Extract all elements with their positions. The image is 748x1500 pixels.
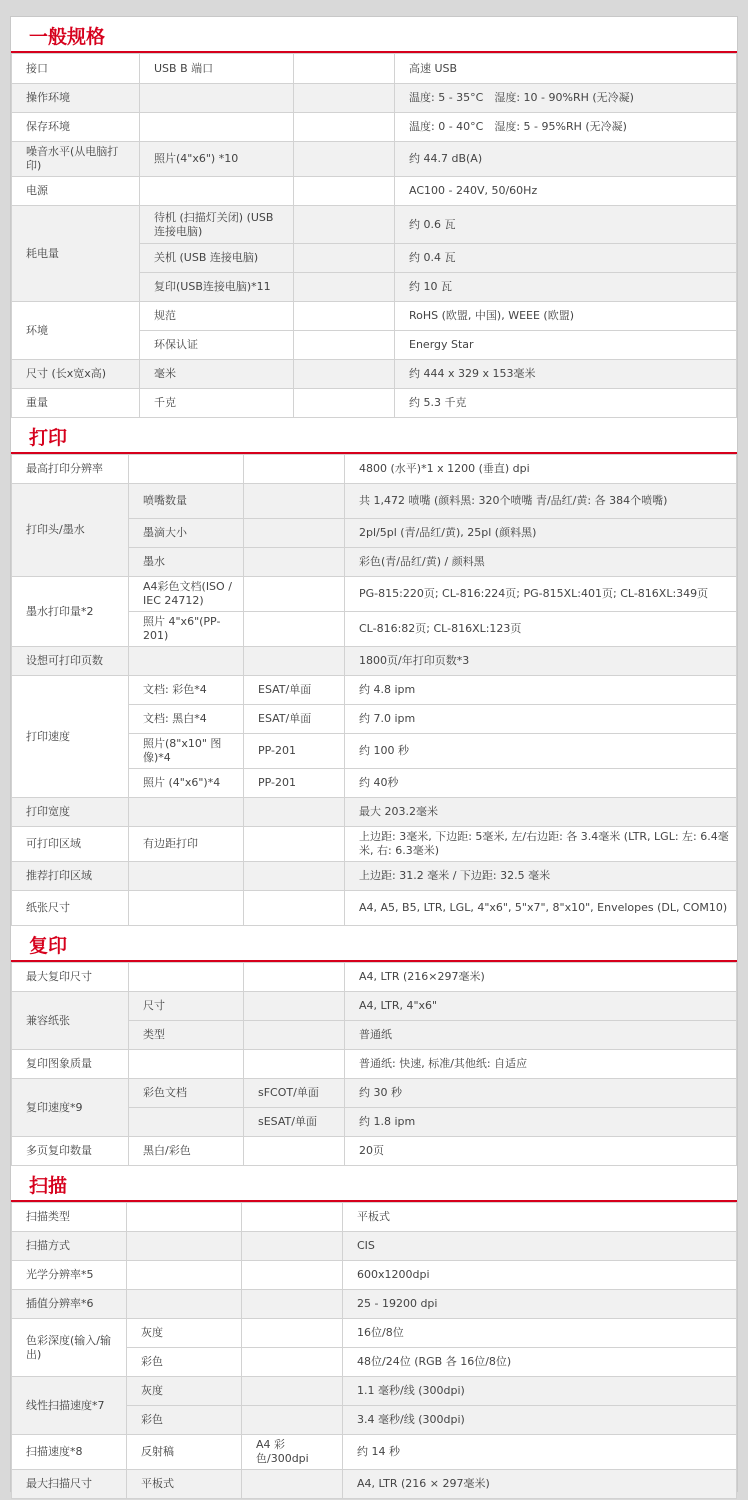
row-cond [244, 992, 345, 1021]
row-value: 约 1.8 ipm [345, 1108, 737, 1137]
row-label: 多页复印数量 [12, 1137, 129, 1166]
row-value: 20页 [345, 1137, 737, 1166]
row-cond: A4 彩色/300dpi [242, 1435, 343, 1470]
row-cond [294, 302, 395, 331]
row-sub: 喷嘴数量 [129, 484, 244, 519]
row-label: 光学分辨率*5 [12, 1261, 127, 1290]
row-label: 复印图象质量 [12, 1050, 129, 1079]
row-label: 复印速度*9 [12, 1079, 129, 1137]
row-label: 插值分辨率*6 [12, 1290, 127, 1319]
row-value: 约 14 秒 [343, 1435, 737, 1470]
row-sub [127, 1290, 242, 1319]
row-sub: 待机 (扫描灯关闭) (USB 连接电脑) [140, 206, 294, 244]
table-row [12, 862, 737, 891]
row-cond [294, 273, 395, 302]
row-sub: 规范 [140, 302, 294, 331]
row-cond [242, 1290, 343, 1319]
row-cond [294, 360, 395, 389]
row-label: 操作环境 [12, 84, 140, 113]
row-cond [244, 455, 345, 484]
table-row [12, 963, 737, 992]
row-value: A4, A5, B5, LTR, LGL, 4"x6", 5"x7", 8"x10", Envelopes (DL, COM10) [345, 891, 737, 926]
row-value: 约 30 秒 [345, 1079, 737, 1108]
row-label: 墨水打印量*2 [12, 577, 129, 647]
table-row [12, 1435, 737, 1470]
row-sub: 照片 4"x6"(PP-201) [129, 612, 244, 647]
row-cond [244, 1050, 345, 1079]
table-row [12, 360, 737, 389]
row-sub [127, 1203, 242, 1232]
row-label: 推荐打印区域 [12, 862, 129, 891]
table-row [12, 891, 737, 926]
row-cond: ESAT/单面 [244, 676, 345, 705]
row-sub [127, 1232, 242, 1261]
table-row [12, 1261, 737, 1290]
row-value: 3.4 毫秒/线 (300dpi) [343, 1406, 737, 1435]
row-label: 环境 [12, 302, 140, 360]
row-cond: sFCOT/单面 [244, 1079, 345, 1108]
row-value: 温度: 5 - 35°C 湿度: 10 - 90%RH (无冷凝) [395, 84, 737, 113]
row-value: 4800 (水平)*1 x 1200 (垂直) dpi [345, 455, 737, 484]
row-value: 共 1,472 喷嘴 (颜料黑: 320个喷嘴 青/品红/黄: 各 384个喷嘴) [345, 484, 737, 519]
row-value: CL-816:82页; CL-816XL:123页 [345, 612, 737, 647]
row-sub: 文档: 彩色*4 [129, 676, 244, 705]
row-value: 16位/8位 [343, 1319, 737, 1348]
row-sub [129, 798, 244, 827]
row-cond [244, 548, 345, 577]
row-sub: 照片(8"x10" 图像)*4 [129, 734, 244, 769]
table-row [12, 389, 737, 418]
row-label: 噪音水平(从电脑打印) [12, 142, 140, 177]
row-cond [244, 862, 345, 891]
table-row [12, 1137, 737, 1166]
row-value: A4, LTR (216×297毫米) [345, 963, 737, 992]
table-row [12, 206, 737, 244]
row-sub [140, 177, 294, 206]
row-cond [294, 113, 395, 142]
row-sub: 环保认证 [140, 331, 294, 360]
row-sub: 复印(USB连接电脑)*11 [140, 273, 294, 302]
row-value: 约 7.0 ipm [345, 705, 737, 734]
table-row [12, 1470, 737, 1499]
row-sub: 墨滴大小 [129, 519, 244, 548]
row-label: 扫描速度*8 [12, 1435, 127, 1470]
row-value: 温度: 0 - 40°C 湿度: 5 - 95%RH (无冷凝) [395, 113, 737, 142]
row-cond [294, 84, 395, 113]
table-row [12, 798, 737, 827]
row-label: 最大扫描尺寸 [12, 1470, 127, 1499]
row-sub: 反射稿 [127, 1435, 242, 1470]
row-cond: ESAT/单面 [244, 705, 345, 734]
row-cond [242, 1261, 343, 1290]
row-sub [129, 455, 244, 484]
table-row [12, 577, 737, 612]
row-sub [127, 1261, 242, 1290]
row-label: 兼容纸张 [12, 992, 129, 1050]
row-cond [244, 891, 345, 926]
table-row [12, 142, 737, 177]
row-sub: 黑白/彩色 [129, 1137, 244, 1166]
table-row [12, 484, 737, 519]
row-sub: 平板式 [127, 1470, 242, 1499]
row-label: 最大复印尺寸 [12, 963, 129, 992]
row-cond [242, 1348, 343, 1377]
row-cond [244, 519, 345, 548]
row-cond [244, 647, 345, 676]
row-value: 高速 USB [395, 54, 737, 84]
row-cond [244, 577, 345, 612]
table-row [12, 992, 737, 1021]
row-value: A4, LTR (216 × 297毫米) [343, 1470, 737, 1499]
table-row [12, 54, 737, 84]
row-value: 约 0.4 瓦 [395, 244, 737, 273]
section-title-copy: 复印 [11, 926, 737, 962]
row-value: CIS [343, 1232, 737, 1261]
row-sub: 彩色 [127, 1348, 242, 1377]
row-cond [242, 1319, 343, 1348]
row-value: 约 0.6 瓦 [395, 206, 737, 244]
table-row [12, 113, 737, 142]
row-sub [140, 84, 294, 113]
row-value: 约 4.8 ipm [345, 676, 737, 705]
row-cond [244, 484, 345, 519]
row-cond [242, 1203, 343, 1232]
table-row [12, 647, 737, 676]
row-value: A4, LTR, 4"x6" [345, 992, 737, 1021]
table-row [12, 1290, 737, 1319]
row-label: 纸张尺寸 [12, 891, 129, 926]
copy-spec-table [11, 962, 737, 1166]
spec-page [10, 16, 738, 1492]
row-cond [244, 798, 345, 827]
row-cond [244, 1021, 345, 1050]
section-title-print: 打印 [11, 418, 737, 454]
row-sub [129, 1108, 244, 1137]
section-title-scan: 扫描 [11, 1166, 737, 1202]
row-sub: 千克 [140, 389, 294, 418]
row-cond [294, 54, 395, 84]
table-row [12, 1203, 737, 1232]
row-sub: 照片 (4"x6")*4 [129, 769, 244, 798]
row-label: 扫描方式 [12, 1232, 127, 1261]
row-sub: 类型 [129, 1021, 244, 1050]
table-row [12, 1079, 737, 1108]
row-cond [244, 612, 345, 647]
row-sub: 文档: 黑白*4 [129, 705, 244, 734]
row-value: 平板式 [343, 1203, 737, 1232]
row-sub: A4彩色文档(ISO / IEC 24712) [129, 577, 244, 612]
table-row [12, 177, 737, 206]
row-cond [242, 1470, 343, 1499]
row-sub: 尺寸 [129, 992, 244, 1021]
table-row [12, 676, 737, 705]
row-value: 约 100 秒 [345, 734, 737, 769]
row-value: 上边距: 31.2 毫米 / 下边距: 32.5 毫米 [345, 862, 737, 891]
row-cond [294, 142, 395, 177]
table-row [12, 1050, 737, 1079]
row-label: 重量 [12, 389, 140, 418]
scan-spec-table [11, 1202, 737, 1499]
row-cond [294, 244, 395, 273]
row-label: 打印速度 [12, 676, 129, 798]
row-sub: 彩色文档 [129, 1079, 244, 1108]
row-cond [294, 206, 395, 244]
row-cond: sESAT/单面 [244, 1108, 345, 1137]
row-cond [294, 331, 395, 360]
section-title-general: 一般规格 [11, 17, 737, 53]
row-value: 约 444 x 329 x 153毫米 [395, 360, 737, 389]
row-value: 约 40秒 [345, 769, 737, 798]
row-sub: 墨水 [129, 548, 244, 577]
row-value: 1800页/年打印页数*3 [345, 647, 737, 676]
row-value: 上边距: 3毫米, 下边距: 5毫米, 左/右边距: 各 3.4毫米 (LTR, LGL: 左: 6.4毫米, 右: 6.3毫米) [345, 827, 737, 862]
row-sub [129, 862, 244, 891]
row-value: 最大 203.2毫米 [345, 798, 737, 827]
row-cond [294, 177, 395, 206]
row-sub [129, 891, 244, 926]
row-value: 25 - 19200 dpi [343, 1290, 737, 1319]
row-cond [242, 1232, 343, 1261]
table-row [12, 84, 737, 113]
row-label: 最高打印分辨率 [12, 455, 129, 484]
row-label: 耗电量 [12, 206, 140, 302]
row-label: 可打印区域 [12, 827, 129, 862]
row-cond: PP-201 [244, 734, 345, 769]
row-sub: 灰度 [127, 1377, 242, 1406]
row-value: RoHS (欧盟, 中国), WEEE (欧盟) [395, 302, 737, 331]
row-value: PG-815:220页; CL-816:224页; PG-815XL:401页; CL-816XL:349页 [345, 577, 737, 612]
row-sub [140, 113, 294, 142]
row-value: 约 5.3 千克 [395, 389, 737, 418]
table-row [12, 827, 737, 862]
row-sub: 灰度 [127, 1319, 242, 1348]
table-row [12, 1232, 737, 1261]
row-value: 约 10 瓦 [395, 273, 737, 302]
row-label: 尺寸 (长x宽x高) [12, 360, 140, 389]
row-label: 接口 [12, 54, 140, 84]
row-cond [294, 389, 395, 418]
row-value: 普通纸: 快速, 标准/其他纸: 自适应 [345, 1050, 737, 1079]
row-value: 2pl/5pl (青/品红/黄), 25pl (颜料黑) [345, 519, 737, 548]
row-value: 约 44.7 dB(A) [395, 142, 737, 177]
table-row [12, 302, 737, 331]
row-label: 打印头/墨水 [12, 484, 129, 577]
row-value: 普通纸 [345, 1021, 737, 1050]
row-sub: 照片(4"x6") *10 [140, 142, 294, 177]
row-value: 600x1200dpi [343, 1261, 737, 1290]
row-sub [129, 963, 244, 992]
row-sub: 彩色 [127, 1406, 242, 1435]
row-label: 打印宽度 [12, 798, 129, 827]
row-sub: USB B 端口 [140, 54, 294, 84]
table-row [12, 1377, 737, 1406]
row-sub [129, 647, 244, 676]
row-cond [242, 1377, 343, 1406]
general-spec-table [11, 53, 737, 418]
row-cond [242, 1406, 343, 1435]
row-cond [244, 827, 345, 862]
table-row [12, 455, 737, 484]
row-sub [129, 1050, 244, 1079]
row-value: 1.1 毫秒/线 (300dpi) [343, 1377, 737, 1406]
row-value: 48位/24位 (RGB 各 16位/8位) [343, 1348, 737, 1377]
row-value: Energy Star [395, 331, 737, 360]
print-spec-table [11, 454, 737, 926]
row-value: 彩色(青/品红/黄) / 颜料黑 [345, 548, 737, 577]
row-label: 设想可打印页数 [12, 647, 129, 676]
row-cond [244, 1137, 345, 1166]
row-label: 色彩深度(输入/输出) [12, 1319, 127, 1377]
table-row [12, 1319, 737, 1348]
row-label: 扫描类型 [12, 1203, 127, 1232]
row-sub: 毫米 [140, 360, 294, 389]
row-value: AC100 - 240V, 50/60Hz [395, 177, 737, 206]
row-sub: 有边距打印 [129, 827, 244, 862]
row-label: 电源 [12, 177, 140, 206]
row-label: 保存环境 [12, 113, 140, 142]
row-label: 线性扫描速度*7 [12, 1377, 127, 1435]
row-cond [244, 963, 345, 992]
row-cond: PP-201 [244, 769, 345, 798]
row-sub: 关机 (USB 连接电脑) [140, 244, 294, 273]
